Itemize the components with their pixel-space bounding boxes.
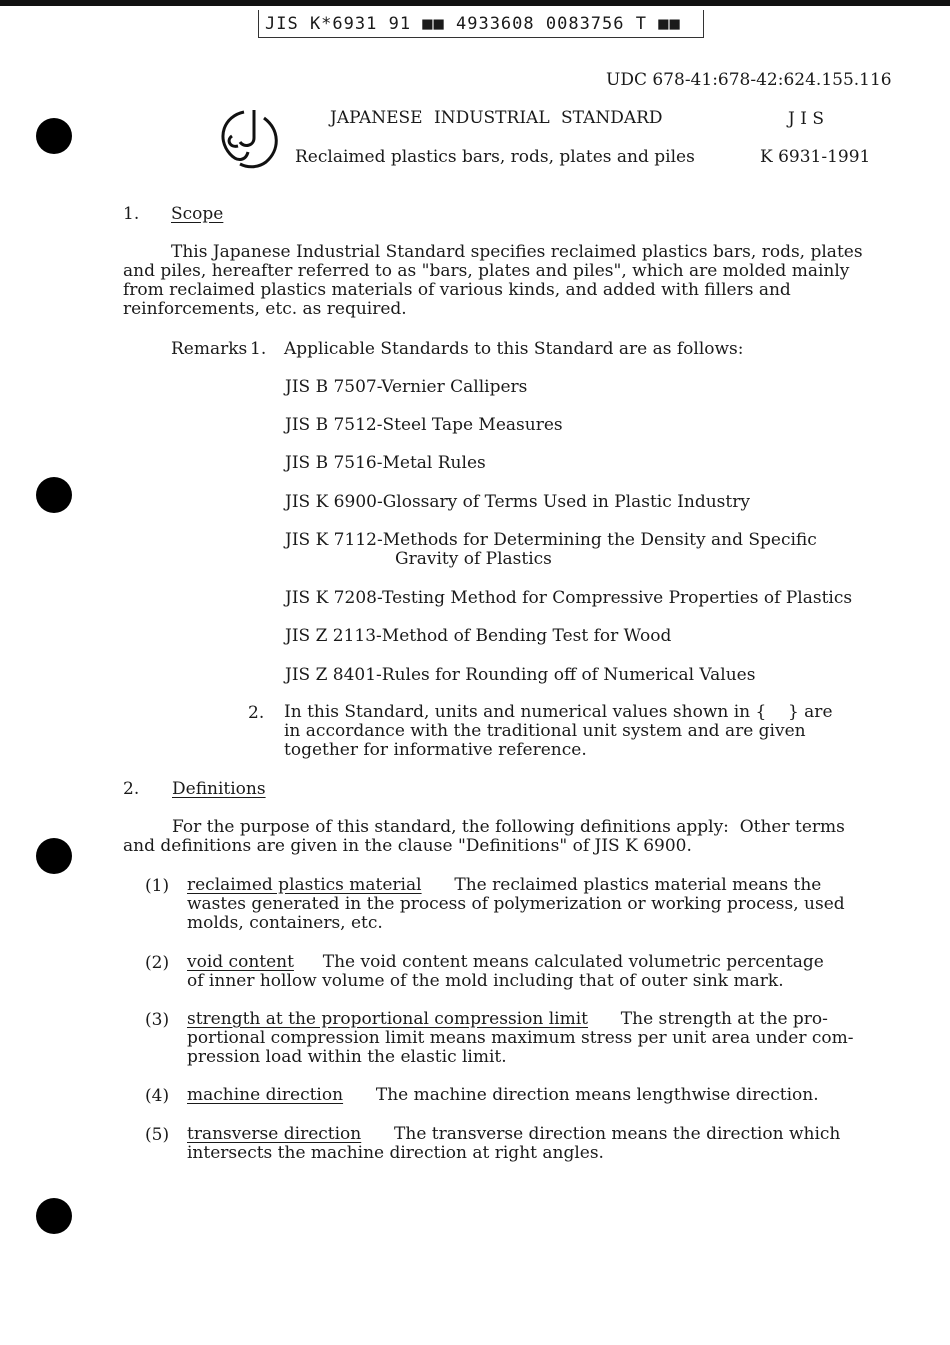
definition-item xyxy=(187,1086,819,1105)
standard-ref: JIS K 7112-Methods for Determining the Density and Specific xyxy=(285,530,817,550)
standard-ref: JIS K 7208-Testing Method for Compressive Properties of Plastics xyxy=(285,588,853,608)
definition-term: machine direction xyxy=(187,1085,344,1105)
top-edge-bar xyxy=(0,0,950,6)
definitions-intro xyxy=(123,818,845,856)
standard-ref: JIS B 7507-Vernier Callipers xyxy=(285,377,528,397)
definition-term: void content xyxy=(187,952,294,972)
remark-2-text xyxy=(284,703,833,760)
definition-number: (3) xyxy=(145,1010,170,1030)
remark-text: Applicable Standards to this Standard are as follows: xyxy=(284,339,744,359)
section-number: 2. xyxy=(123,779,140,799)
punch-hole xyxy=(36,118,72,154)
definition-text: The void content means calculated volumetric percentage xyxy=(322,952,824,972)
definition-item xyxy=(187,1010,854,1067)
text-line: molds, containers, etc. xyxy=(187,913,383,933)
text-line: For the purpose of this standard, the following definitions apply: Other terms xyxy=(172,817,845,837)
text-line: wastes generated in the process of polymerization or working process, used xyxy=(187,894,845,914)
section-title: Scope xyxy=(171,204,224,224)
standard-title: Reclaimed plastics bars, rods, plates and piles xyxy=(295,147,695,167)
remarks-label: Remarks xyxy=(171,339,248,359)
text-line: pression load within the elastic limit. xyxy=(187,1047,507,1067)
text-line: together for informative reference. xyxy=(284,740,587,760)
standard-org: JAPANESE INDUSTRIAL STANDARD xyxy=(330,108,663,128)
section-title: Definitions xyxy=(172,779,266,799)
definition-term: transverse direction xyxy=(187,1124,362,1144)
definition-text: The reclaimed plastics material means the xyxy=(454,875,822,895)
standard-ref-continued: Gravity of Plastics xyxy=(395,549,552,569)
section-number: 1. xyxy=(123,204,140,224)
jis-tag: J I S xyxy=(788,109,824,129)
standard-ref: JIS B 7516-Metal Rules xyxy=(285,453,486,473)
standard-ref: JIS Z 2113-Method of Bending Test for Wood xyxy=(285,626,672,646)
text-line: and piles, hereafter referred to as "bars, plates and piles", which are molded mainly xyxy=(123,261,850,281)
standard-ref: JIS Z 8401-Rules for Rounding off of Numerical Values xyxy=(285,665,756,685)
punch-hole xyxy=(36,477,72,513)
standard-ref: JIS B 7512-Steel Tape Measures xyxy=(285,415,563,435)
text-line: In this Standard, units and numerical values shown in { } are xyxy=(284,702,833,722)
jis-logo xyxy=(214,104,282,172)
definition-item xyxy=(187,876,845,933)
text-line: reinforcements, etc. as required. xyxy=(123,299,407,319)
definition-number: (4) xyxy=(145,1086,170,1106)
text-line: intersects the machine direction at right angles. xyxy=(187,1143,604,1163)
scope-paragraph xyxy=(123,243,875,319)
remark-number: 1. xyxy=(250,339,267,359)
definition-item xyxy=(187,953,824,991)
text-line: This Japanese Industrial Standard specifies reclaimed plastics bars, rods, plates xyxy=(171,242,863,262)
standard-number: K 6931-1991 xyxy=(760,147,871,167)
standard-ref: JIS K 6900-Glossary of Terms Used in Plastic Industry xyxy=(285,492,750,512)
text-line: portional compression limit means maximum stress per unit area under com- xyxy=(187,1028,854,1048)
definition-term: reclaimed plastics material xyxy=(187,875,422,895)
text-line: and definitions are given in the clause "Definitions" of JIS K 6900. xyxy=(123,836,692,856)
text-line: in accordance with the traditional unit system and are given xyxy=(284,721,806,741)
punch-hole xyxy=(36,838,72,874)
punch-hole xyxy=(36,1198,72,1234)
definition-text: The strength at the pro- xyxy=(620,1009,828,1029)
header-code: JIS K*6931 91 ■■ 4933608 0083756 T ■■ xyxy=(258,10,704,38)
remark-number: 2. xyxy=(248,703,265,723)
definition-number: (5) xyxy=(145,1125,170,1145)
definition-item xyxy=(187,1125,840,1163)
definition-text: The transverse direction means the direction which xyxy=(394,1124,841,1144)
definition-text: The machine direction means lengthwise direction. xyxy=(375,1085,819,1105)
text-line: from reclaimed plastics materials of various kinds, and added with fillers and xyxy=(123,280,791,300)
definition-term: strength at the proportional compression limit xyxy=(187,1009,588,1029)
definition-number: (1) xyxy=(145,876,170,896)
udc-code: UDC 678-41:678-42:624.155.116 xyxy=(606,70,892,90)
text-line: of inner hollow volume of the mold including that of outer sink mark. xyxy=(187,971,784,991)
definition-number: (2) xyxy=(145,953,170,973)
